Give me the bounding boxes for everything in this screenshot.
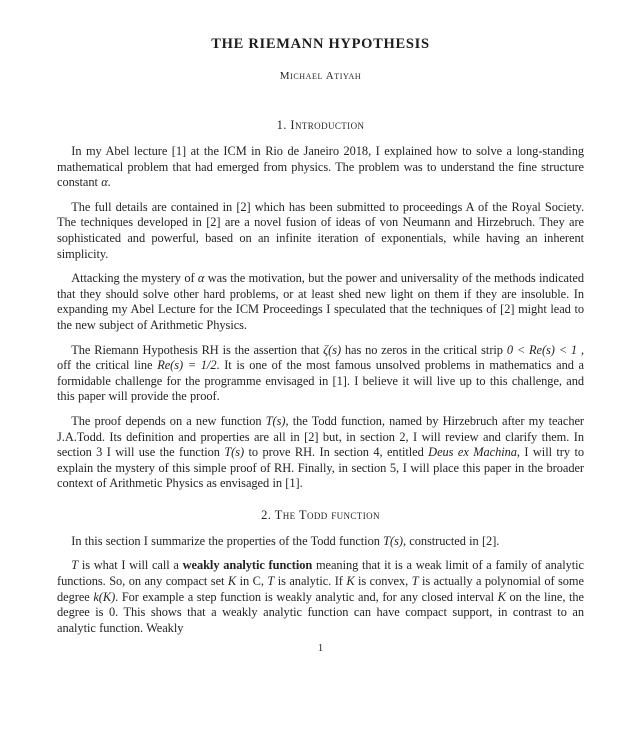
page-number: 1 — [317, 642, 324, 655]
paper-author: Michael Atiyah — [279, 70, 362, 82]
paragraph: T is what I will call a weakly analytic function meaning that it is a weak limit of a family of analytic functions. So, on any compact set K in C, T is analytic. If K is convex, T is actually a polynomial of some degree k(K). For example a step function is weakly analytic and, for any closed interval K on the line, the degree is 0. This shows that a weakly analytic function can have compact support, in contrast to an analytic function. Weakly — [57, 558, 585, 635]
paragraph: In my Abel lecture [1] at the ICM in Rio de Janeiro 2018, I explained how to solve a long-standing mathematical problem that had emerged from physics. The problem was to understand the fine structure constant α. — [57, 144, 584, 190]
section-1-heading: 1. Introduction — [276, 118, 365, 132]
paragraph: In this section I summarize the properties of the Todd function T(s), constructed in [2]. — [71, 533, 500, 548]
paragraph: Attacking the mystery of α was the motivation, but the power and universality of the methods indicated that they should solve other hard problems, or at least shed new light on them if they are insoluble. In expanding my Abel Lecture for the ICM Proceedings I speculated that the techniques of [2] might lead to the new subject of Arithmetic Physics. — [57, 271, 584, 332]
paragraph: The proof depends on a new function T(s), the Todd function, named by Hirzebruch after my teacher J.A.Todd. Its definition and properties are all in [2] but, in section 2, I will review and clarify them. In section 3 I will use the function T(s) to prove RH. In section 4, entitled Deus ex Machina, I will try to explain the mystery of this simple proof of RH. Finally, in section 5, I will place this paper in the broader context of Arithmetic Physics as envisaged in [1]. — [57, 413, 584, 491]
paragraph: The full details are contained in [2] which has been submitted to proceedings A of the Royal Society. The techniques developed in [2] are a novel fusion of ideas of von Neumann and Hirzebruch. They are sophisticated and powerful, based on an infinite iteration of exponentials, while having an inherent simplicity. — [57, 199, 584, 261]
paragraph: The Riemann Hypothesis RH is the assertion that ζ(s) has no zeros in the critical strip 0 < Re(s) < 1 , off the critical line Re(s) = 1/2. It is one of the most famous unsolved problems in mathematics and a formidable challenge for the programme envisaged in [1]. I believe it will live up to this challenge, and this paper will provide the proof. — [57, 342, 585, 404]
section-2-heading: 2. The Todd function — [261, 507, 380, 522]
paper-title: THE RIEMANN HYPOTHESIS — [211, 36, 430, 52]
